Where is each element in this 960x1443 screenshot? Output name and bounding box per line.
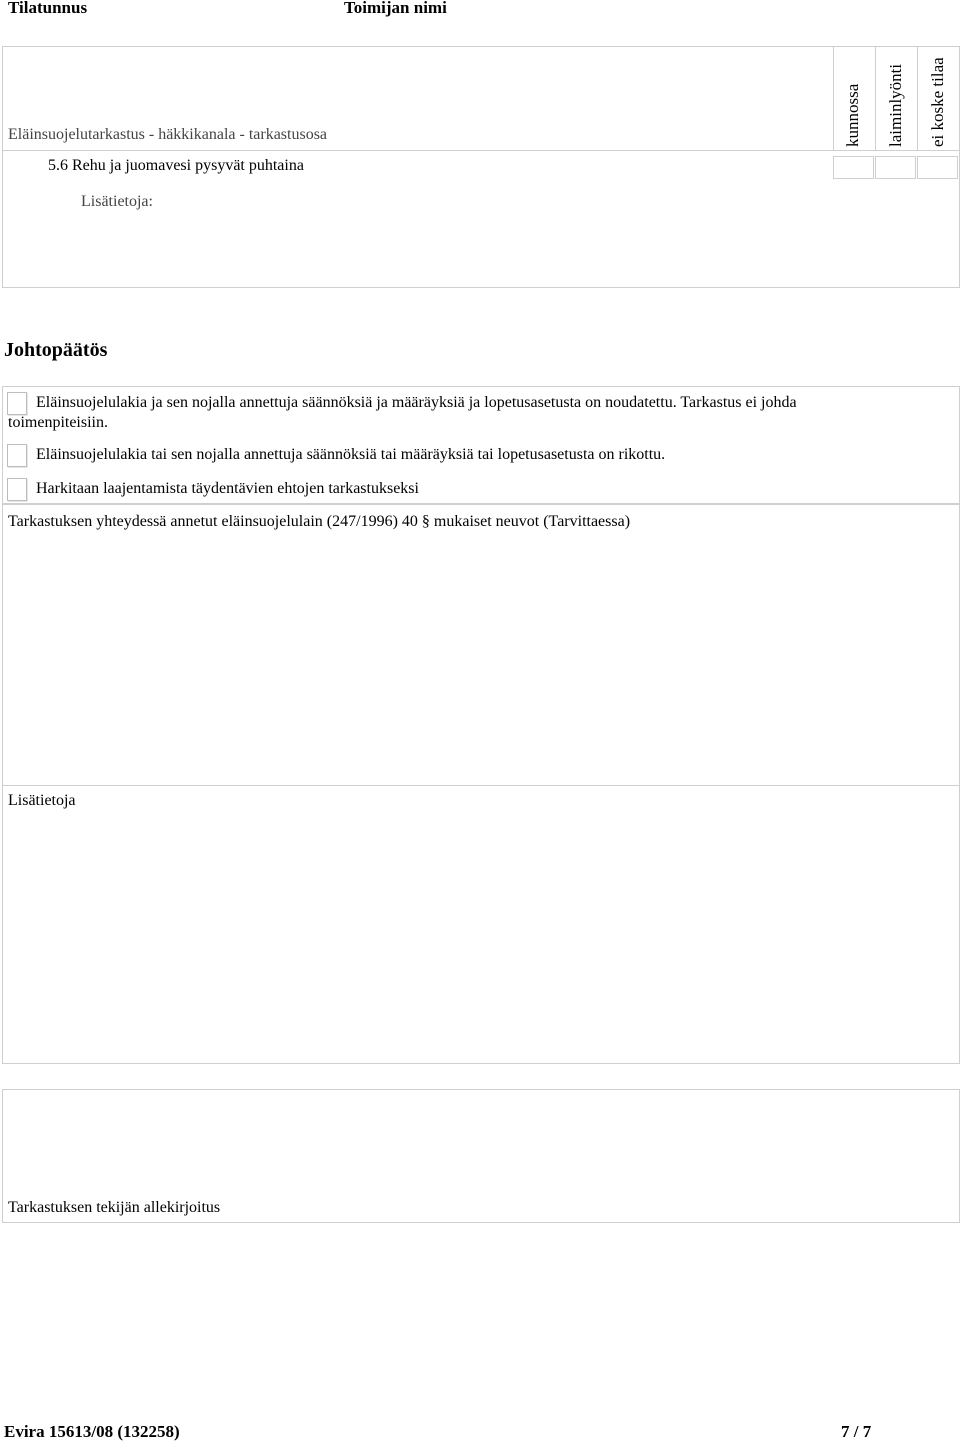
johtopaatos-option-2-line1: Eläinsuojelulakia tai sen nojalla annettuja säännöksiä tai määräyksiä tai lopetusasetusta on rikottu. — [36, 446, 666, 463]
item-label: 5.6 Rehu ja juomavesi pysyvät puhtaina — [48, 157, 304, 174]
neuvot-divider — [2, 785, 960, 786]
footer-doc-id: Evira 15613/08 (132258) — [4, 1422, 180, 1441]
header-tilatunnus-label: Tilatunnus — [8, 0, 88, 17]
item-lisatietoja-label: Lisätietoja: — [81, 193, 153, 210]
footer-page-number: 7 / 7 — [841, 1422, 872, 1441]
checkbox-laiminlyonti[interactable] — [875, 156, 916, 179]
neuvot-label: Tarkastuksen yhteydessä annetut eläinsuojelulain (247/1996) 40 § mukaiset neuvot (Tarvittaessa) — [8, 513, 631, 530]
section-title: Eläinsuojelutarkastus - häkkikanala - tarkastusosa — [8, 126, 328, 143]
neuvot-lisatietoja-box — [2, 504, 960, 1064]
johtopaatos-option-1-line2: toimenpiteisiin. — [8, 414, 108, 431]
header-toimija-label: Toimijan nimi — [344, 0, 447, 17]
checkbox-kunnossa[interactable] — [833, 156, 874, 179]
lisatietoja-label: Lisätietoja — [8, 792, 76, 809]
johtopaatos-checkbox-3[interactable] — [7, 478, 27, 501]
column-header-ei-koske-tilaa: ei koske tilaa — [928, 57, 947, 147]
checkbox-ei-koske-tilaa[interactable] — [917, 156, 958, 179]
johtopaatos-title: Johtopäätös — [4, 339, 108, 361]
column-divider-3 — [917, 46, 918, 150]
signature-label: Tarkastuksen tekijän allekirjoitus — [8, 1199, 221, 1216]
column-header-kunnossa: kunnossa — [843, 83, 862, 147]
column-divider-2 — [875, 46, 876, 150]
johtopaatos-checkbox-1[interactable] — [7, 392, 27, 415]
johtopaatos-option-3-line1: Harkitaan laajentamista täydentävien ehtojen tarkastukseksi — [36, 480, 419, 497]
section-divider — [2, 150, 960, 151]
johtopaatos-checkbox-2[interactable] — [7, 444, 27, 467]
column-divider-1 — [833, 46, 834, 150]
column-header-laiminlyonti: laiminlyönti — [886, 63, 905, 147]
johtopaatos-option-1-line1: Eläinsuojelulakia ja sen nojalla annettuja säännöksiä ja määräyksiä ja lopetusasetusta on noudatettu. Tarkastus ei johda — [36, 394, 797, 411]
